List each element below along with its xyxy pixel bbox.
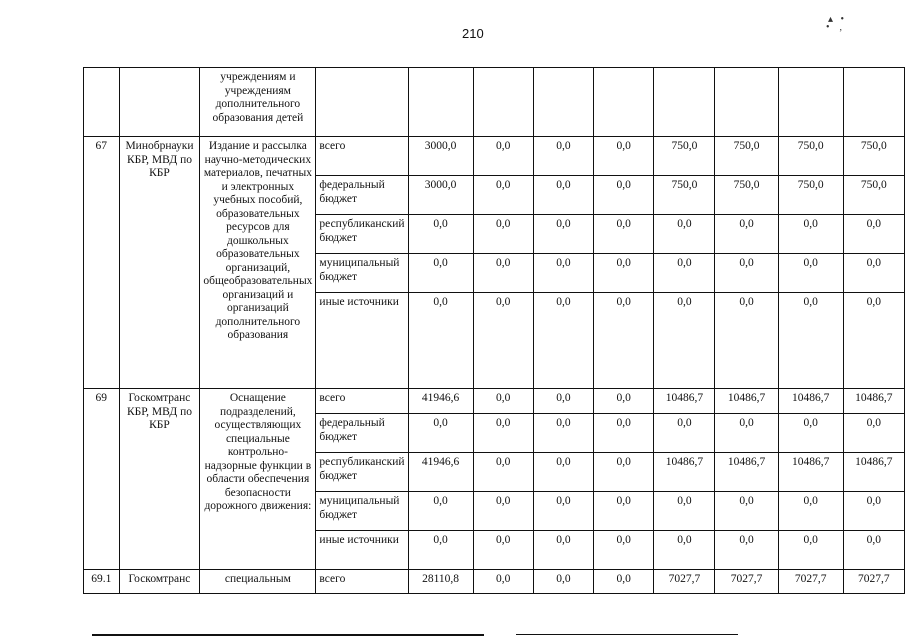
amount-cell: 0,0 [594,414,654,453]
amount-cell: 0,0 [594,570,654,594]
amount-cell: 10486,7 [715,453,778,492]
amount-cell: 0,0 [408,531,473,570]
amount-cell: 750,0 [843,137,904,176]
budget-table [83,67,905,594]
amount-cell: 0,0 [533,531,593,570]
amount-cell: 3000,0 [408,137,473,176]
amount-cell [408,68,473,137]
funding-source: муниципальный бюджет [316,254,408,293]
amount-cell: 750,0 [715,176,778,215]
amount-cell: 0,0 [594,293,654,389]
row-number: 69 [84,389,120,570]
amount-cell: 7027,7 [778,570,843,594]
activity-name: учреждениям и учреждениям дополнительного образования детей [200,68,316,137]
amount-cell: 0,0 [715,254,778,293]
amount-cell: 0,0 [533,570,593,594]
amount-cell: 7027,7 [715,570,778,594]
funding-source: всего [316,389,408,414]
amount-cell: 0,0 [715,293,778,389]
amount-cell: 0,0 [843,414,904,453]
amount-cell: 0,0 [594,176,654,215]
amount-cell: 0,0 [778,254,843,293]
amount-cell: 0,0 [473,453,533,492]
amount-cell: 0,0 [594,254,654,293]
table-row [84,389,905,414]
amount-cell: 0,0 [654,254,715,293]
amount-cell: 0,0 [533,293,593,389]
amount-cell: 0,0 [843,531,904,570]
funding-source: всего [316,570,408,594]
row-number: 69.1 [84,570,120,594]
amount-cell: 0,0 [408,254,473,293]
funding-source: муниципальный бюджет [316,492,408,531]
amount-cell: 0,0 [533,137,593,176]
amount-cell: 0,0 [715,215,778,254]
amount-cell: 0,0 [473,137,533,176]
amount-cell: 0,0 [473,254,533,293]
amount-cell [594,68,654,137]
amount-cell: 0,0 [473,570,533,594]
amount-cell: 750,0 [715,137,778,176]
amount-cell: 0,0 [408,215,473,254]
amount-cell: 28110,8 [408,570,473,594]
amount-cell: 0,0 [654,492,715,531]
amount-cell [654,68,715,137]
amount-cell: 0,0 [778,293,843,389]
responsible-org: Госкомтранс [119,570,200,594]
table-row [84,570,905,594]
scan-speck: ▴ • [828,14,845,25]
amount-cell: 10486,7 [654,453,715,492]
amount-cell: 7027,7 [843,570,904,594]
amount-cell: 0,0 [654,531,715,570]
funding-source [316,68,408,137]
responsible-org: Госкомтранс КБР, МВД по КБР [119,389,200,570]
amount-cell: 10486,7 [843,453,904,492]
amount-cell [715,68,778,137]
amount-cell: 0,0 [654,293,715,389]
amount-cell: 0,0 [533,414,593,453]
amount-cell: 3000,0 [408,176,473,215]
amount-cell: 7027,7 [654,570,715,594]
amount-cell: 750,0 [778,176,843,215]
amount-cell: 750,0 [654,137,715,176]
funding-source: республиканский бюджет [316,453,408,492]
row-number [84,68,120,137]
amount-cell: 0,0 [473,531,533,570]
amount-cell: 0,0 [473,176,533,215]
amount-cell: 750,0 [654,176,715,215]
amount-cell: 0,0 [594,453,654,492]
amount-cell: 0,0 [533,176,593,215]
amount-cell: 0,0 [473,414,533,453]
amount-cell: 0,0 [594,389,654,414]
amount-cell: 0,0 [778,215,843,254]
funding-source: федеральный бюджет [316,176,408,215]
amount-cell: 0,0 [408,293,473,389]
responsible-org [119,68,200,137]
funding-source: всего [316,137,408,176]
amount-cell: 0,0 [533,254,593,293]
amount-cell: 0,0 [778,414,843,453]
amount-cell: 10486,7 [778,453,843,492]
amount-cell: 750,0 [778,137,843,176]
amount-cell: 0,0 [715,492,778,531]
amount-cell: 750,0 [843,176,904,215]
amount-cell: 41946,6 [408,453,473,492]
amount-cell: 0,0 [715,414,778,453]
table-row [84,137,905,176]
amount-cell: 0,0 [843,215,904,254]
amount-cell [778,68,843,137]
amount-cell: 0,0 [473,215,533,254]
amount-cell: 0,0 [594,492,654,531]
amount-cell: 10486,7 [654,389,715,414]
amount-cell: 0,0 [594,215,654,254]
amount-cell: 0,0 [778,492,843,531]
amount-cell [473,68,533,137]
amount-cell: 0,0 [594,531,654,570]
amount-cell: 0,0 [843,293,904,389]
activity-name: Оснащение подразделений, осуществляющих специальные контрольно-надзорные функции в области обеспечения безопасности дорожного движения: [200,389,316,570]
amount-cell [533,68,593,137]
amount-cell: 0,0 [533,492,593,531]
page-number: 210 [462,26,484,41]
amount-cell: 0,0 [715,531,778,570]
amount-cell: 0,0 [408,492,473,531]
amount-cell: 10486,7 [715,389,778,414]
activity-name: специальным [200,570,316,594]
amount-cell: 0,0 [594,137,654,176]
amount-cell: 0,0 [843,254,904,293]
amount-cell: 0,0 [473,293,533,389]
funding-source: иные источники [316,293,408,389]
scan-speck: • , [826,22,843,33]
amount-cell: 10486,7 [843,389,904,414]
scan-rule [516,634,738,635]
activity-name: Издание и рассылка научно-методических материалов, печатных и электронных учебных пособий, образовательных ресурсов для дошкольных образовательных организаций, общеобразовательных организаций и организаций дополнительного образования [200,137,316,389]
table-row [84,68,905,137]
responsible-org: Минобрнауки КБР, МВД по КБР [119,137,200,389]
amount-cell: 10486,7 [778,389,843,414]
amount-cell: 0,0 [473,492,533,531]
amount-cell: 0,0 [654,215,715,254]
amount-cell: 0,0 [408,414,473,453]
funding-source: республиканский бюджет [316,215,408,254]
amount-cell: 0,0 [778,531,843,570]
amount-cell: 0,0 [473,389,533,414]
row-number: 67 [84,137,120,389]
amount-cell: 0,0 [843,492,904,531]
amount-cell: 0,0 [533,453,593,492]
funding-source: иные источники [316,531,408,570]
amount-cell: 41946,6 [408,389,473,414]
scan-rule [92,634,484,636]
funding-source: федеральный бюджет [316,414,408,453]
amount-cell: 0,0 [533,389,593,414]
amount-cell: 0,0 [654,414,715,453]
amount-cell: 0,0 [533,215,593,254]
amount-cell [843,68,904,137]
